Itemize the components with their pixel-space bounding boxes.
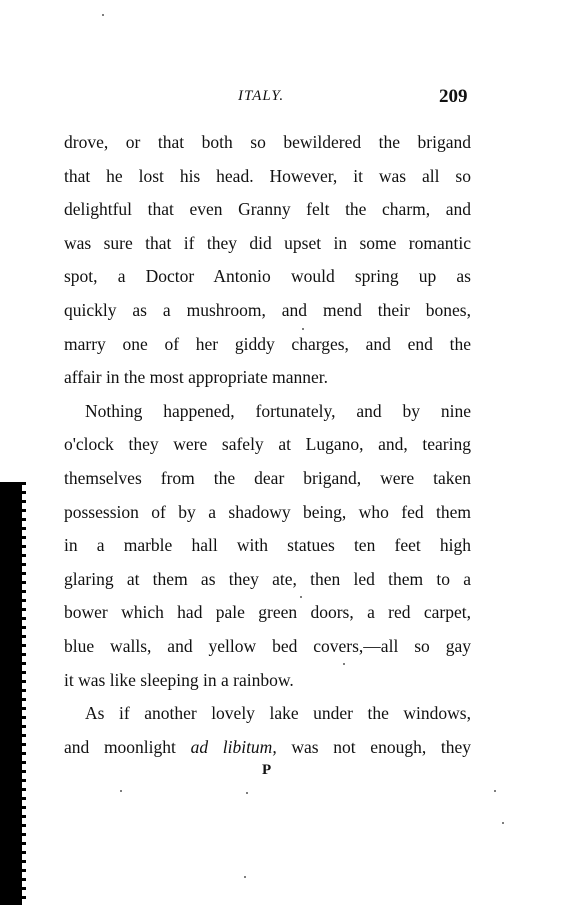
text-line: glaring at them as they ate, then led them to a (64, 568, 471, 589)
scan-speck (102, 14, 104, 16)
text-line: it was like sleeping in a rainbow. (64, 669, 294, 690)
text-line: that he lost his head. However, it was all so (64, 165, 471, 186)
scan-speck (246, 792, 248, 794)
scan-speck (502, 822, 504, 824)
italic-phrase: ad libitum, (190, 736, 277, 757)
text-line: spot, a Doctor Antonio would spring up as (64, 266, 471, 287)
text-line-with-italic (64, 731, 471, 765)
text-line: marry one of her giddy charges, and end the (64, 333, 471, 354)
scan-speck (494, 790, 496, 792)
text-line: themselves from the dear brigand, were taken (64, 467, 471, 488)
text-line: was sure that if they did upset in some romantic (64, 232, 471, 253)
scan-speck (302, 328, 304, 330)
text-line: delightful that even Granny felt the charm, and (64, 199, 471, 220)
text-line: bower which had pale green doors, a red carpet, (64, 602, 471, 623)
scan-speck (343, 663, 345, 665)
page-number: 209 (439, 86, 468, 107)
text-line: affair in the most appropriate manner. (64, 367, 329, 388)
binding-edge-shadow (0, 482, 22, 905)
text-line: Nothing happened, fortunately, and by nine (85, 400, 471, 421)
body-text (64, 126, 471, 764)
text-line: As if another lovely lake under the windows, (85, 703, 471, 724)
text-line: in a marble hall with statues ten feet high (64, 535, 471, 556)
text-line: quickly as a mushroom, and mend their bones, (64, 299, 471, 320)
scan-speck (244, 876, 246, 878)
running-title: ITALY. (238, 88, 285, 104)
scan-speck (300, 596, 302, 598)
text-fragment: was not enough, they (291, 736, 471, 757)
text-line: blue walls, and yellow bed covers,—all so gay (64, 635, 471, 656)
text-line: drove, or that both so bewildered the brigand (64, 132, 471, 152)
text-fragment: and moonlight (64, 736, 191, 757)
text-line: o'clock they were safely at Lugano, and, tearing (64, 434, 471, 455)
text-line: possession of by a shadowy being, who fed them (64, 501, 471, 522)
signature-mark: P (262, 762, 272, 778)
running-head (0, 86, 564, 110)
scan-speck (120, 790, 122, 792)
